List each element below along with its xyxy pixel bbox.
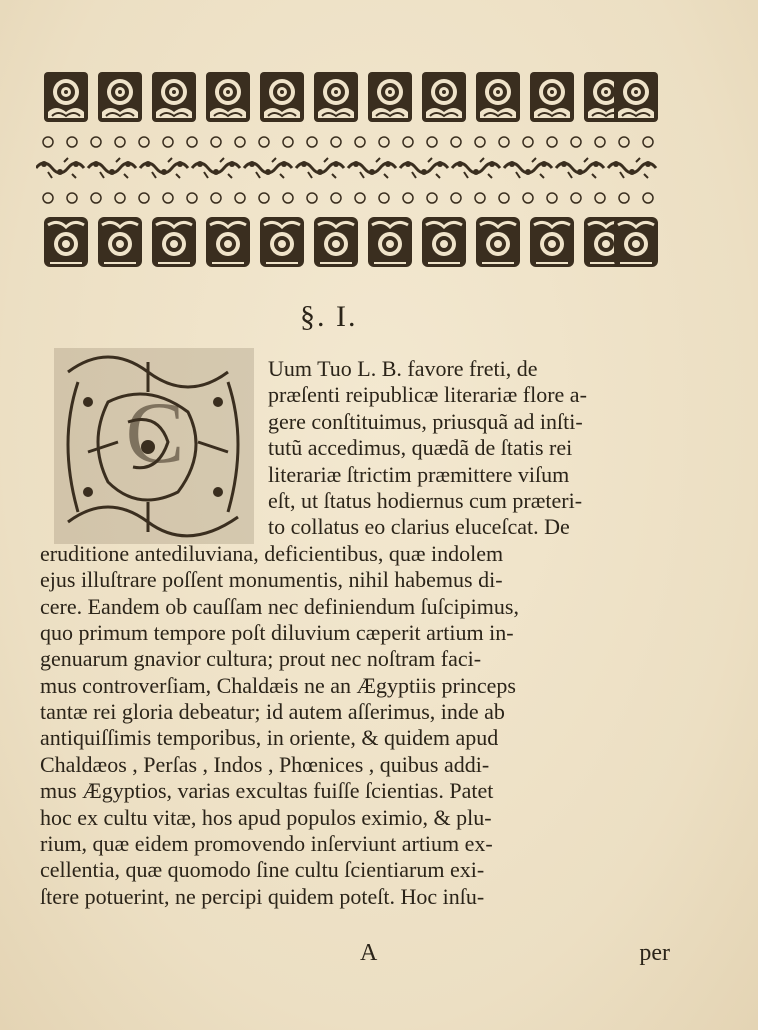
text-line: mus Ægyptios, varias excultas fuiſſe ſcientias. Patet [40,778,494,804]
text-line: præſenti reipublicæ literariæ flore a- [268,382,587,408]
text-line: mus controverſiam, Chaldæis ne an Ægyptiis princeps [40,672,516,698]
text-line: ejus illuſtrare poſſent monumentis, nihil habemus di- [40,567,503,593]
text-line: Chaldæos , Perſas , Indos , Phœnices , quibus addi- [40,751,490,777]
text-line: cellentia, quæ quomodo ſine cultu ſcientiarum exi- [40,857,485,883]
text-line: antiquiſſimis temporibus, in oriente, & quidem apud [40,725,499,751]
text-line: gere conſtituimus, priusquã ad inſti- [268,408,583,434]
text-line: eſt, ut ſtatus hodiernus cum præteri- [268,487,583,513]
text-line: tutũ accedimus, quædã de ſtatis rei [268,435,573,461]
text-line: literariæ ſtrictim præmittere viſum [268,461,570,487]
ornament-graphic [36,72,666,282]
text-line: cere. Eandem ob cauſſam nec definiendum ſuſcipimus, [40,593,519,619]
ornamental-headpiece [36,72,666,282]
text-line: eruditione antediluviana, deficientibus, quæ indolem [40,540,504,566]
text-line: ſtere potuerint, ne percipi quidem poteſt. Hoc inſu- [40,883,485,909]
text-line: hoc ex cultu vitæ, hos apud populos eximio, & plu- [40,804,492,830]
initial-letter: C [125,385,185,482]
text-line: to collatus eo clarius eluceſcat. De [268,514,570,540]
text-line: tantæ rei gloria debeatur; id autem aſſerimus, inde ab [40,699,505,725]
text-line: rium, quæ eidem promovendo inſerviunt artium ex- [40,831,493,857]
text-line: genuarum gnavior cultura; prout nec noſtram faci- [40,646,482,672]
body-text [40,356,670,910]
section-heading: §. I. [300,300,358,333]
page-footer [40,940,670,970]
catchword: per [639,940,670,966]
signature-mark: A [360,940,378,966]
text-line: Uum Tuo L. B. favore freti, de [268,356,538,381]
text-line: quo primum tempore poſt diluvium cæperit artium in- [40,619,514,645]
